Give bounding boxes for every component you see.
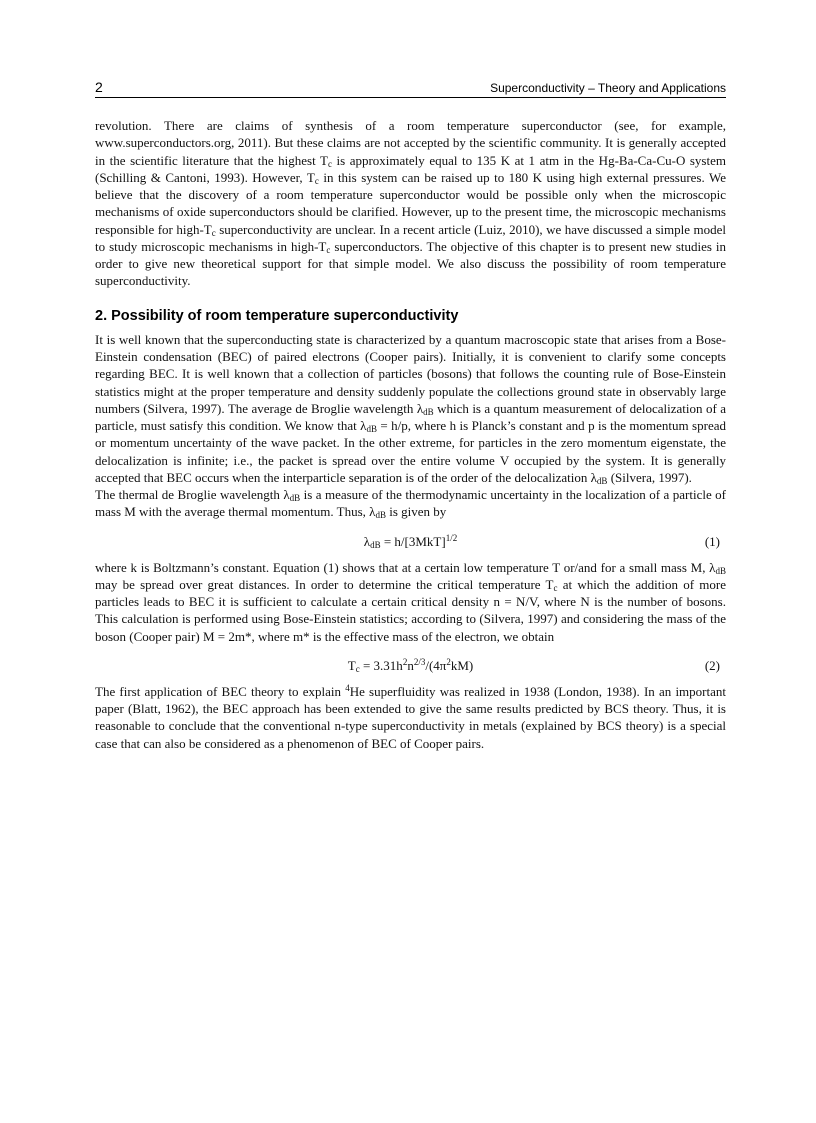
subscript: dB [715, 565, 726, 576]
paragraph-2 [95, 331, 726, 486]
superscript: 1/2 [445, 532, 458, 543]
text-run: T [347, 657, 356, 673]
superscript: 2 [402, 656, 408, 667]
text-run: in this system can be raised up to 180 K using high external pressures. We believe that the discovery of a room temperature superconductor would be possible only when the microscopic mechanisms of oxide superconductors should be clarified. However, up to the present time, the microscopic mechanisms responsible for high-T [95, 169, 726, 237]
body-text [95, 117, 726, 752]
subscript: c [355, 663, 360, 674]
text-run: is given by [385, 504, 447, 520]
text-run: (Silvera, 1997). [607, 469, 692, 485]
text-run: at which the addition of more particles leads to BEC it is sufficient to calculate a certain critical density n = N/V, where N is the number of bosons. This calculation is performed using Bose-Einstein statistics; according to (Silvera, 1997) and considering the mass of the boson (Cooper pair) M = 2m*, where m* is the effective mass of the electron, we obtain [95, 576, 726, 644]
text-run: = h/p, where h is Planck’s constant and p is the momentum spread or momentum uncertainty of the wave packet. In the other extreme, for particles in the zero momentum eigenstate, the delocalization is infinite; i.e., the packet is spread over the entire volume V occupied by the system. It is generally accepted that BEC occurs when the interparticle separation is of the order of the delocalization λ [95, 418, 726, 485]
page-number: 2 [95, 79, 103, 95]
subscript: dB [370, 539, 381, 550]
text-run: which is a quantum measurement of delocalization of a particle, must satisfy this condition. We know that λ [95, 400, 726, 433]
paragraph-5 [95, 683, 726, 752]
running-title: Superconductivity – Theory and Applications [490, 81, 726, 95]
equation-2 [95, 657, 726, 674]
text-run: = h/[3MkT] [380, 533, 446, 549]
text-run: where k is Boltzmann’s constant. Equation (1) shows that at a certain low temperature T or/and for a small mass M, λ [95, 559, 716, 575]
subscript: c [326, 244, 331, 255]
superscript: 4 [345, 682, 350, 693]
subscript: c [211, 227, 216, 238]
text-run: The first application of BEC theory to explain [95, 683, 346, 699]
subscript: c [327, 158, 332, 169]
text-run: It is well known that the superconducting state is characterized by a quantum macroscopic state that arises from a Bose-Einstein condensation (BEC) of paired electrons (Cooper pairs). Initially, it is convenient to clarify some concepts regarding BEC. It is well known that a collection of particles (bosons) that follows the counting rule of Bose-Einstein statistics might at the proper temperature and density suddenly populate the collections ground state in observably large numbers (Silvera, 1997). The average de Broglie wavelength λ [95, 331, 726, 416]
text-run: He superfluidity was realized in 1938 (London, 1938). In an important paper (Blatt, 1962), the BEC approach has been extended to give the same results predicted by BCS theory. Thus, it is reasonable to conclude that the conventional n-type superconductivity in metals (explained by BCS theory) is a special case that can also be considered as a phenomenon of BEC of Cooper pairs. [95, 683, 726, 751]
subscript: dB [366, 424, 377, 434]
text-run: = 3.31h [359, 657, 403, 673]
subscript: dB [375, 510, 386, 521]
equation-1-number: (1) [704, 533, 720, 549]
text-run: superconductivity are unclear. In a recent article (Luiz, 2010), we have discussed a simple model to study microscopic mechanisms in high-T [95, 221, 726, 254]
text-run: /(4π [425, 657, 447, 673]
text-run: is approximately equal to 135 K at 1 atm in the Hg-Ba-Ca-Cu-O system (Schilling & Cantoni, 1993). However, T [95, 152, 726, 185]
paragraph-3 [95, 486, 726, 521]
superscript: 2/3 [413, 656, 426, 667]
text-run: may be spread over great distances. In order to determine the critical temperature T [95, 576, 554, 592]
equation-1 [95, 533, 726, 550]
paragraph-1 [95, 117, 726, 290]
section-heading: 2. Possibility of room temperature superconductivity [95, 307, 459, 324]
page-header [95, 79, 726, 98]
equation-2-number: (2) [704, 657, 720, 673]
text-run: revolution. There are claims of synthesis of a room temperature superconductor (see, for example, www.superconductors.org, 2011). But these claims are not accepted by the scientific community. It is generally accepted in the scientific literature that the highest T [95, 118, 726, 168]
text-run: superconductors. The objective of this chapter is to present new studies in order to give new theoretical support for that simple model. We also discuss the possibility of room temperature superconductivity. [95, 238, 727, 289]
subscript: dB [289, 493, 301, 503]
superscript: 2 [446, 656, 451, 667]
text-run: n [407, 657, 414, 673]
subscript: c [314, 175, 319, 186]
text-run: kM) [450, 657, 474, 673]
paragraph-4 [95, 559, 726, 645]
subscript: dB [596, 475, 608, 486]
equation-1-body [364, 534, 457, 549]
subscript: c [553, 582, 558, 593]
text-run: λ [363, 533, 371, 549]
text-run: is a measure of the thermodynamic uncertainty in the localization of a particle of mass M with the average thermal momentum. Thus, λ [95, 487, 727, 520]
text-run: The thermal de Broglie wavelength λ [95, 487, 290, 502]
subscript: dB [423, 406, 434, 417]
equation-2-body [348, 658, 473, 673]
